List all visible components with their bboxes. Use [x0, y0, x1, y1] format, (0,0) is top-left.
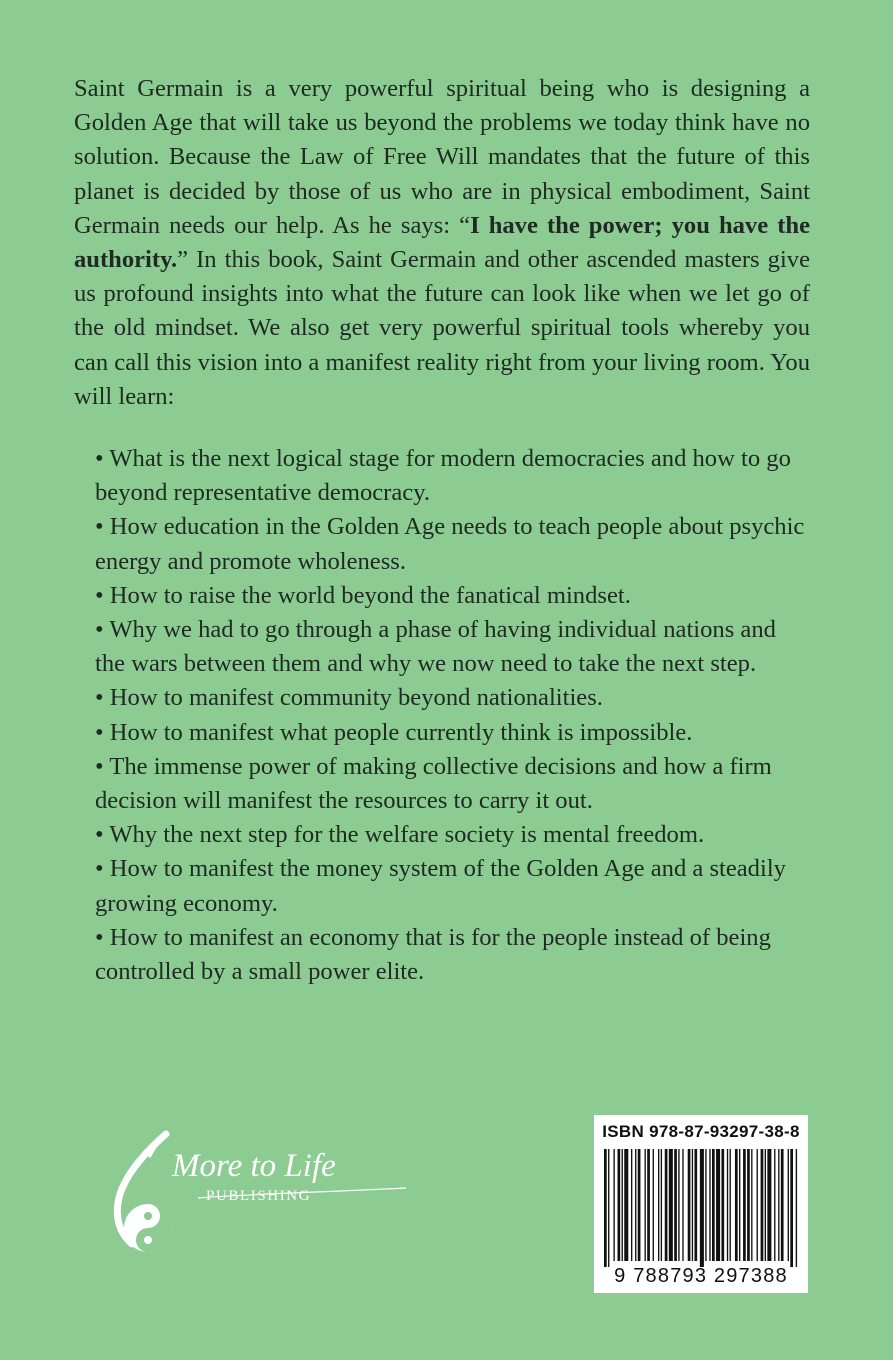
list-item: • How to manifest community beyond nationalities. — [95, 684, 603, 712]
barcode-bar — [665, 1149, 668, 1261]
barcode-bar — [747, 1149, 750, 1261]
intro-quote: I have the power; you have the authority. — [74, 211, 810, 274]
barcode-bar — [624, 1149, 628, 1261]
barcode-digits: 9 788793 297388 — [614, 1265, 788, 1287]
barcode-bar — [700, 1149, 704, 1267]
barcode-bar — [735, 1149, 738, 1261]
barcode-bars — [600, 1149, 802, 1267]
intro-text-part2: ” In this book, Saint Germain and other ascended masters give us profound insights into what the future can look like when we let go of the old mindset. We also get very powerful spiritual tools whereby you can call this vision into a manifest reality right from your living room. You will learn: — [74, 246, 810, 410]
list-item: • Why we had to go through a phase of having individual nations and the wars between them and why we now need to take the next step. — [95, 616, 776, 678]
list-item: • How education in the Golden Age needs to teach people about psychic energy and promote wholeness. — [95, 513, 805, 575]
barcode-bar — [658, 1149, 659, 1261]
barcode-bar — [721, 1149, 724, 1261]
barcode-bar — [694, 1149, 697, 1261]
barcode-bar — [618, 1149, 621, 1261]
barcode-bar — [692, 1149, 693, 1261]
isbn-barcode — [594, 1115, 808, 1293]
barcode-bar — [645, 1149, 646, 1261]
barcode-bar — [669, 1149, 673, 1261]
publisher-name: More to Life — [172, 1148, 336, 1184]
list-item: • How to raise the world beyond the fanatical mindset. — [95, 581, 631, 609]
barcode-bar — [743, 1149, 746, 1261]
barcode-bar — [635, 1149, 636, 1261]
list-item: • How to manifest an economy that is for the people instead of being controlled by a small power elite. — [95, 923, 771, 986]
barcode-bar — [674, 1149, 677, 1261]
list-item: • Why the next step for the welfare society is mental freedom. — [95, 821, 705, 849]
barcode-bar — [774, 1149, 775, 1261]
barcode-bar — [705, 1149, 706, 1261]
list-item: • What is the next logical stage for modern democracies and how to go beyond representative democracy. — [95, 445, 791, 507]
barcode-bar — [727, 1149, 728, 1261]
barcode-bar — [757, 1149, 758, 1261]
barcode-bar — [788, 1149, 789, 1261]
barcode-bar — [709, 1149, 710, 1261]
barcode-bar — [781, 1149, 784, 1261]
barcode-bar — [631, 1149, 632, 1261]
list-item: • How to manifest what people currently think is impossible. — [95, 718, 693, 746]
list-item: • How to manifest the money system of the Golden Age and a steadily growing economy. — [95, 855, 786, 917]
barcode-bar — [638, 1149, 641, 1261]
barcode-bar — [622, 1149, 623, 1261]
barcode-bar — [613, 1149, 614, 1261]
barcode-bar — [647, 1149, 650, 1261]
barcode-bar — [751, 1149, 752, 1261]
barcode-bar — [730, 1149, 731, 1261]
barcode-bar — [653, 1149, 654, 1261]
barcode-bar — [604, 1149, 607, 1267]
barcode-bar — [716, 1149, 720, 1261]
isbn-label: ISBN 978-87-93297-38-8 — [602, 1122, 800, 1141]
list-item: • The immense power of making collective decisions and how a firm decision will manifest the resources to carry it out. — [95, 752, 772, 815]
barcode-bar — [790, 1149, 793, 1267]
learning-points-list — [95, 442, 810, 989]
intro-text-part1: Saint Germain is a very powerful spiritual being who is designing a Golden Age that will take us beyond the problems we today think have no solution. Because the Law of Free Will mandates that the future of this planet is decided by those of us who are in physical embodiment, Saint Germain needs our help. As he says: “ — [74, 75, 810, 239]
barcode-bar — [688, 1149, 691, 1261]
barcode-bar — [661, 1149, 662, 1261]
barcode-bar — [796, 1149, 797, 1267]
barcode-bar — [608, 1149, 609, 1267]
barcode-bar — [778, 1149, 779, 1261]
barcode-bar — [765, 1149, 766, 1261]
barcode-bar — [761, 1149, 764, 1261]
barcode-bar — [682, 1149, 683, 1261]
barcode-bar — [712, 1149, 715, 1261]
publisher-subtitle: PUBLISHING — [206, 1188, 312, 1204]
back-cover-description — [74, 72, 810, 414]
barcode-bar — [767, 1149, 771, 1261]
barcode-bar — [678, 1149, 679, 1261]
barcode-bar — [739, 1149, 740, 1261]
